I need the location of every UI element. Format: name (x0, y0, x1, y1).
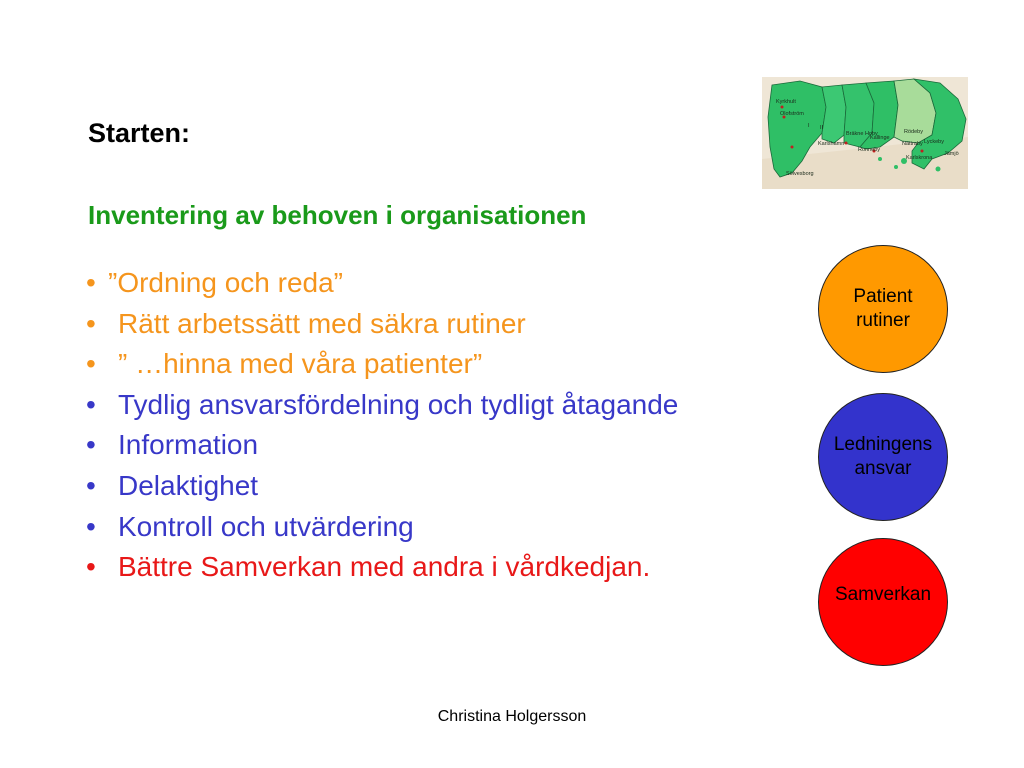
map-label: Bräkne Hoby (846, 131, 878, 137)
footer-author: Christina Holgersson (437, 708, 587, 725)
bullet-marker: • (86, 429, 96, 461)
bullet-marker: • (86, 348, 96, 380)
slide-heading: Starten: (88, 118, 191, 148)
map-drawing (762, 77, 968, 189)
bullet-marker: • (86, 469, 96, 501)
bullet-item (86, 344, 678, 385)
bullet-text: Rätt arbetssätt med säkra rutiner (118, 307, 526, 339)
bullet-text: Delaktighet (118, 469, 259, 501)
map-label: Lyckeby (924, 139, 944, 145)
map-label: Nättraby (902, 141, 923, 147)
map-label: Karlskrona (906, 155, 933, 161)
circle-label: Samverkan (834, 584, 932, 605)
bullet-item (86, 263, 678, 304)
map-label: Sölvesborg (786, 171, 814, 177)
bullet-item (86, 507, 678, 548)
map-label: Olofström (780, 111, 804, 117)
bullet-item (86, 385, 678, 426)
bullet-text: ” …hinna med våra patienter” (118, 348, 483, 380)
bullet-text: Bättre Samverkan med andra i vårdkedjan. (118, 551, 651, 583)
bullet-marker: • (86, 551, 96, 583)
bullet-marker: • (86, 388, 96, 420)
circle-label: Ledningens ansvar (833, 434, 933, 479)
circle-label: Patient rutiner (853, 286, 913, 331)
map-label: I (808, 123, 810, 129)
map-label: Kyrkhult (776, 99, 796, 105)
map-label: II (820, 125, 824, 131)
map-label: Karlshamn (818, 141, 845, 147)
ledningens-ansvar-circle (818, 393, 948, 521)
bullet-item (86, 547, 678, 588)
bullet-text: ”Ordning och reda” (108, 267, 344, 298)
bullet-item (86, 466, 678, 507)
patient-rutiner-circle (818, 245, 948, 373)
map-label: Rödeby (904, 129, 923, 135)
region-map-image (762, 77, 968, 189)
bullet-text: Tydlig ansvarsfördelning och tydligt åtagande (118, 388, 679, 420)
bullet-marker: • (86, 307, 96, 339)
bullet-marker: • (86, 510, 96, 542)
bullet-text: Information (118, 429, 259, 461)
bullet-text: Kontroll och utvärdering (118, 510, 414, 542)
map-label: Jämjö (944, 151, 959, 157)
bullet-list (86, 263, 678, 588)
bullet-item (86, 425, 678, 466)
samverkan-circle (818, 538, 948, 666)
slide-subheading: Inventering av behoven i organisationen (88, 200, 587, 230)
bullet-marker: • (86, 267, 96, 298)
map-label: Ronneby (858, 147, 881, 153)
map-label: Kallinge (870, 135, 890, 141)
bullet-item (86, 304, 678, 345)
